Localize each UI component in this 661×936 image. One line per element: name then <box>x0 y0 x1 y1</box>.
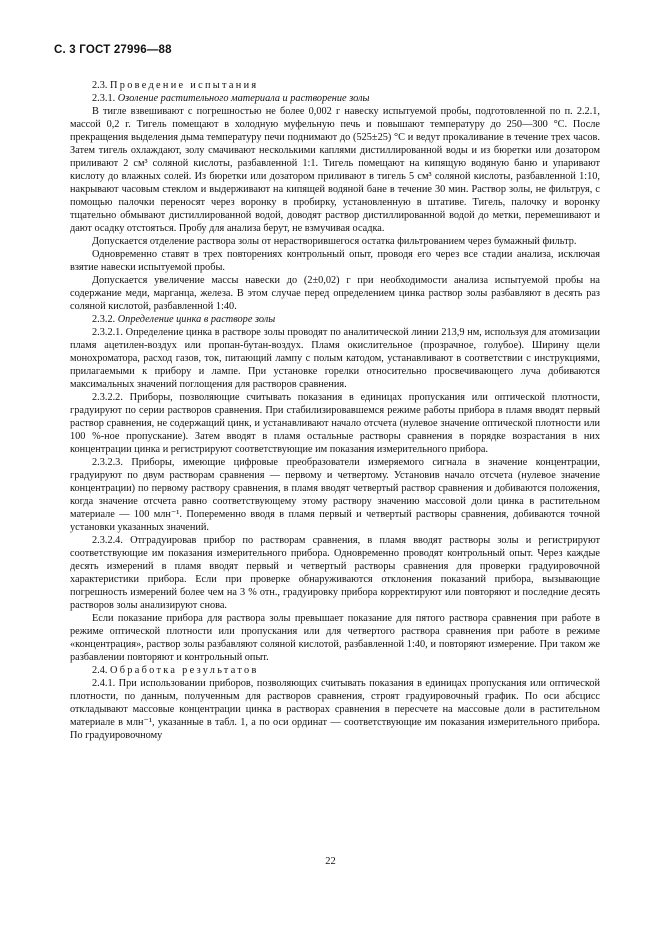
paragraph: 2.3.2.1. Определение цинка в растворе золы проводят по аналитической линии 213,9 нм, используя для атомизации пламя ацетилен-воздух или пропан-бутан-воздух. Пламя окислительное (прозрачное, голубое). Ширину щели монохроматора, расход газов, ток, питающий лампу с полым катодом, устанавливают в соответствии с инструкциями, прилагаемыми к прибору и лампе. При установке горелки относительно просвечивающего луча добиваются максимальных значений поглощения для растворов сравнения. <box>70 327 600 390</box>
section-number: 2.3.2. <box>92 314 118 325</box>
section-number: 2.4. <box>92 665 111 676</box>
paragraph: Одновременно ставят в трех повторениях контрольный опыт, проводя его через все стадии анализа, исключая взятие навески испытуемой пробы. <box>70 249 600 273</box>
section-title: Обработка результатов <box>110 665 259 676</box>
paragraph: 2.3.2.3. Приборы, имеющие цифровые преобразователи измеряемого сигнала в значение концентрации, градуируют по двум растворам сравнения — первому и четвертому. Установив начало отсчета (нулевое значение концентрации) по первому раствору сравнения, в пламя вводят четвертый раствор сравнения и добиваются положения, когда значение отсчета равно соответствующему этому раствору значению массовой доли цинка в растительном материале — 100 млн⁻¹. Попеременно вводя в пламя первый и четвертый растворы сравнения, добиваются точной установки указанных значений. <box>70 457 600 533</box>
section-heading <box>70 313 600 326</box>
section-title: Озоление растительного материала и растворение золы <box>117 93 370 104</box>
section-title: Проведение испытания <box>110 80 259 91</box>
section-number: 2.3.1. <box>92 93 118 104</box>
section-number: 2.3. <box>92 80 111 91</box>
paragraph: Допускается отделение раствора золы от нерастворившегося остатка фильтрованием через бумажный фильтр. <box>92 236 577 247</box>
section-title: Определение цинка в растворе золы <box>117 314 276 325</box>
paragraph: 2.3.2.4. Отградуировав прибор по растворам сравнения, в пламя вводят растворы золы и регистрируют соответствующие им показания измерительного прибора. Одновременно проводят контрольный опыт. Через каждые десять измерений в пламя вводят первый и четвертый растворы сравнения для проверки градуировочной характеристики прибора. Если при проверке обнаруживаются отклонения показаний прибора, вызывающие погрешность измерений более чем на 3 % отн., градуировку прибора корректируют или повторяют и последние десять растворов золы анализируют снова. <box>70 535 600 611</box>
section-heading <box>70 79 600 92</box>
section-heading <box>70 664 600 677</box>
paragraph: 2.4.1. При использовании приборов, позволяющих считывать показания в единицах пропускания или оптической плотности, по данным, полученным для растворов сравнения, строят градуировочный график. По оси абсцисс откладывают массовые концентрации цинка в растворах сравнения в пересчете на массовые доли в растительном материале в млн⁻¹, указанные в табл. 1, а по оси ординат — соответствующие им показания измерительного прибора. По градуировочному <box>70 678 600 741</box>
paragraph: Допускается увеличение массы навески до (2±0,02) г при необходимости анализа испытуемой пробы на содержание меди, марганца, железа. В этом случае перед определением цинка раствор золы разбавляют в десять раз соляной кислотой, разбавленной 1:40. <box>70 275 600 312</box>
paragraph: 2.3.2.2. Приборы, позволяющие считывать показания в единицах пропускания или оптической плотности, градуируют по серии растворов сравнения. При стабилизировавшемся режиме работы прибора в пламя вводят первый раствор сравнения, не содержащий цинк, и устанавливают начало отсчета (нулевое значение оптической плотности или 100 %-ное пропускание). Затем вводят в пламя остальные растворы сравнения в порядке возрастания в них концентрации цинка и регистрируют соответствующие им показания измерительного прибора. <box>70 392 600 455</box>
paragraph: В тигле взвешивают с погрешностью не более 0,002 г навеску испытуемой пробы, подготовленной по п. 2.2.1, массой 0,2 г. Тигель помещают в холодную муфельную печь и повышают температуру до 250—300 °С. После прекращения выделения дыма температуру печи поднимают до (525±25) °С и ведут прокаливание в течение трех часов. Затем тигель охлаждают, золу смачивают несколькими каплями дистиллированной воды и из бюретки или дозатором приливают 2 см³ соляной кислоты, разбавленной 1:1. Тигель помещают на кипящую водяную баню и упаривают кислоту до влажных солей. Из бюретки или дозатором приливают в тигель 5 см³ соляной кислоты, разбавленной 1:10, накрывают часовым стеклом и выдерживают на кипящей водяной бане в течение 30 мин. Раствор золы, не фильтруя, с помощью палочки переносят через воронку в пробирку, установленную в штативе. Тигель, палочку и воронку тщательно обмывают дистиллированной водой, доводят раствор дистиллированной водой до метки, перемешивают и дают осадку отстояться. Пробу для анализа берут, не взмучивая осадка. <box>70 106 600 234</box>
section-heading <box>70 92 600 105</box>
body-text <box>70 79 600 742</box>
paragraph: Если показание прибора для раствора золы превышает показание для пятого раствора сравнения при работе в режиме оптической плотности или пропускания или для четвертого раствора сравнения при работе в режиме «концентрация», раствор золы разбавляют соляной кислотой, разбавленной 1:40, и повторяют измерение. При таком же разбавлении повторяют и контрольный опыт. <box>70 613 600 663</box>
page-number: 22 <box>325 856 336 867</box>
running-header: С. 3 ГОСТ 27996—88 <box>54 44 172 56</box>
